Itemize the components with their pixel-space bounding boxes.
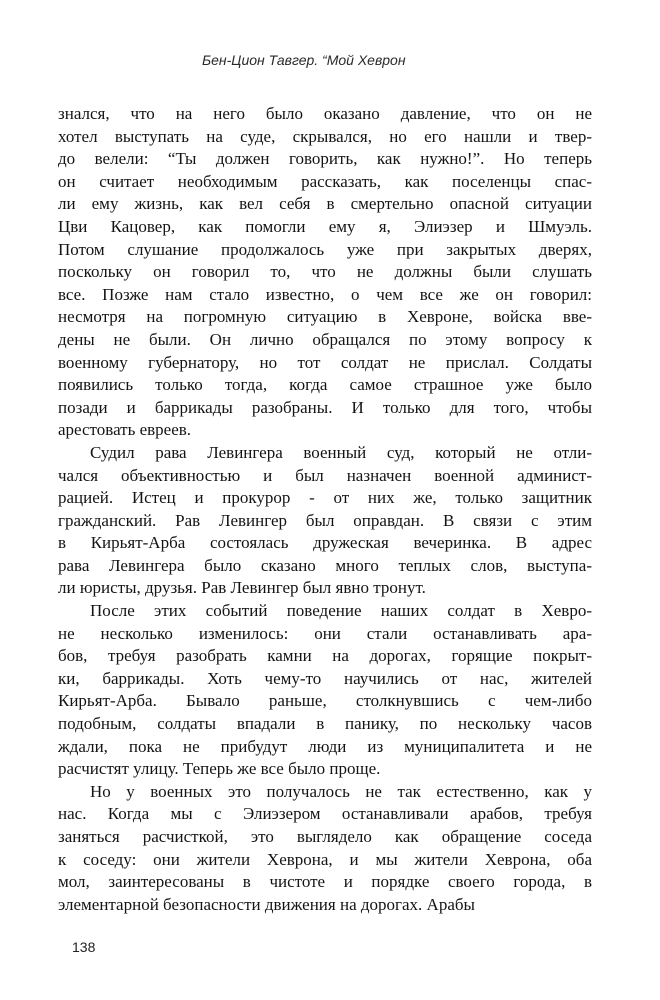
text-line: чался объективностью и был назначен военной админист- bbox=[58, 465, 592, 485]
text-line: позади и баррикады разобраны. И только для того, чтобы bbox=[58, 397, 592, 417]
text-line: все. Позже нам стало известно, о чем все же он говорил: bbox=[58, 284, 592, 304]
text-line: Судил рава Левингера военный суд, который не отли- bbox=[90, 442, 592, 462]
text-line: расчистят улицу. Теперь же все было проще. bbox=[58, 759, 381, 779]
text-line: ждали, пока не прибудут люди из муниципалитета и не bbox=[58, 736, 592, 756]
text-line: знался, что на него было оказано давление, что он не bbox=[58, 104, 592, 123]
text-line: несмотря на погромную ситуацию в Хевроне, войска вве- bbox=[58, 307, 592, 327]
text-line: мол, заинтересованы в чистоте и порядке своего города, в bbox=[58, 872, 592, 892]
text-line: Кирьят-Арба. Бывало раньше, столкнувшись с чем-либо bbox=[58, 691, 592, 711]
text-line: поскольку он говорил то, что не должны были слушать bbox=[58, 262, 592, 282]
body-text-block bbox=[58, 103, 592, 916]
text-line: подобным, солдаты впадали в панику, по нескольку часов bbox=[58, 714, 592, 734]
paragraph bbox=[58, 781, 592, 917]
text-line: рава Левингера было сказано много теплых слов, выступа- bbox=[58, 555, 592, 575]
text-line: заняться расчисткой, это выглядело как обращение соседа bbox=[58, 827, 592, 846]
text-line: дены не были. Он лично обращался по этому вопросу к bbox=[58, 329, 592, 349]
text-line: хотел выступать на суде, скрывался, но его нашли и твер- bbox=[58, 126, 592, 146]
text-line: ли юристы, друзья. Рав Левингер был явно тронут. bbox=[58, 578, 426, 598]
text-line: военному губернатору, но тот солдат не прислал. Солдаты bbox=[58, 352, 592, 372]
text-line: Цви Кацовер, как помогли ему я, Элиэзер и Шмуэль. bbox=[58, 216, 592, 236]
text-line: арестовать евреев. bbox=[58, 420, 192, 440]
text-line: нас. Когда мы с Элиэзером останавливали арабов, требуя bbox=[58, 804, 592, 824]
text-line: После этих событий поведение наших солдат в Хевро- bbox=[90, 601, 592, 621]
text-line: элементарной безопасности движения на дорогах. Арабы bbox=[58, 894, 475, 914]
text-line: Потом слушание продолжалось уже при закрытых дверях, bbox=[58, 239, 592, 259]
text-line: появились только тогда, когда самое страшное уже было bbox=[58, 375, 592, 395]
text-line: ли ему жизнь, как вел себя в смертельно опасной ситуации bbox=[58, 194, 592, 214]
running-header: Бен-Цион Тавгер. “Мой Хеврон bbox=[202, 52, 406, 68]
text-line: Но у военных это получалось не так естественно, как у bbox=[90, 781, 592, 801]
text-line: бов, требуя разобрать камни на дорогах, горящие покрыт- bbox=[58, 646, 592, 666]
paragraph bbox=[58, 600, 592, 781]
page-number: 138 bbox=[72, 939, 96, 955]
text-line: ки, баррикады. Хоть чему-то научились от нас, жителей bbox=[58, 668, 592, 688]
paragraph bbox=[58, 103, 592, 442]
text-line: к соседу: они жители Хеврона, и мы жители Хеврона, оба bbox=[58, 849, 592, 869]
text-line: до велели: “Ты должен говорить, как нужно!”. Но теперь bbox=[58, 149, 592, 169]
text-line: в Кирьят-Арба состоялась дружеская вечеринка. В адрес bbox=[58, 533, 592, 553]
text-line: он считает необходимым рассказать, как поселенцы спас- bbox=[58, 171, 592, 191]
paragraph bbox=[58, 442, 592, 600]
text-line: рацией. Истец и прокурор - от них же, только защитник bbox=[58, 488, 592, 508]
text-line: не несколько изменилось: они стали останавливать ара- bbox=[58, 623, 592, 643]
text-line: гражданский. Рав Левингер был оправдан. В связи с этим bbox=[58, 510, 592, 530]
